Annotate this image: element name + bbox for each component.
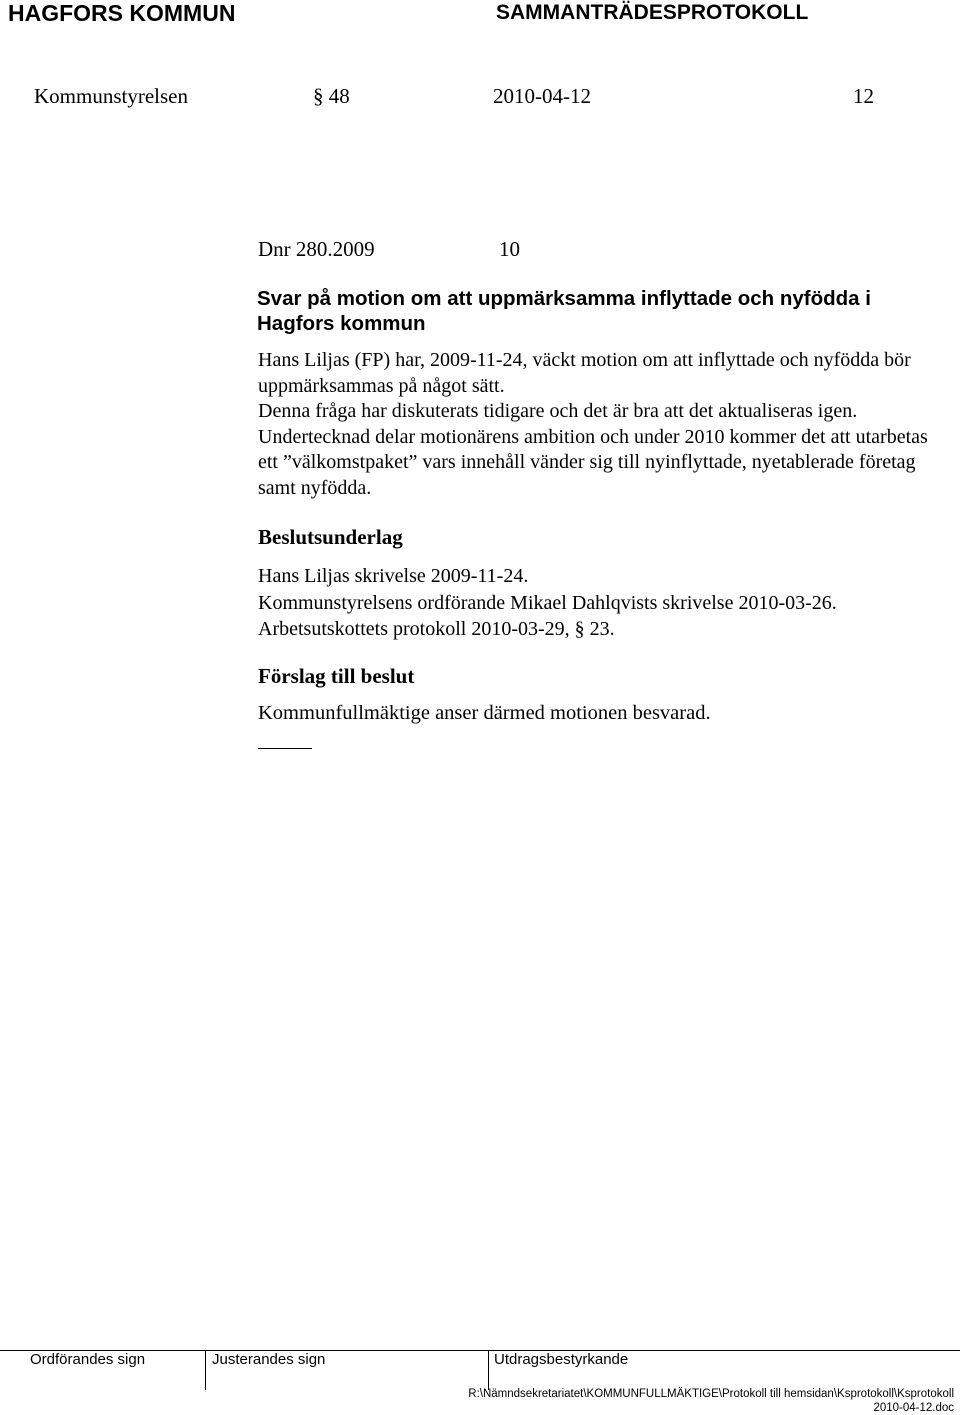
adjuster-sign-label: Justerandes sign: [212, 1351, 326, 1368]
list-item: Hans Liljas skrivelse 2009-11-24.: [258, 565, 529, 587]
beslutsunderlag-heading: Beslutsunderlag: [258, 525, 403, 549]
body-paragraph-2: Denna fråga har diskuterats tidigare och det är bra att det aktualiseras igen.: [258, 400, 858, 422]
chair-sign-label: Ordförandes sign: [30, 1351, 146, 1368]
file-path-line: 2010-04-12.doc: [873, 1402, 954, 1414]
meeting-date: 2010-04-12: [493, 84, 591, 108]
forslag-heading: Förslag till beslut: [258, 664, 415, 688]
body-paragraph-3: Undertecknad delar motionärens ambition och under 2010 kommer det att utarbetas ett ”välkomstpaket” vars innehåll vänder sig till nyinflyttade, nyetablerade företag samt nyfödda.: [258, 425, 928, 499]
item-number: 10: [499, 237, 520, 261]
body-paragraph-1: Hans Liljas (FP) har, 2009-11-24, väckt motion om att inflyttade och nyfödda bör uppmärksammas på något sätt.: [258, 349, 911, 397]
extract-certification-label: Utdragsbestyrkande: [494, 1351, 629, 1368]
decision-text: Kommunfullmäktige anser därmed motionen besvarad.: [258, 702, 711, 724]
footer-column-divider: [205, 1350, 206, 1390]
case-number: Dnr 280.2009: [258, 237, 375, 261]
body-text: [258, 348, 948, 501]
file-path: [468, 1387, 954, 1415]
end-rule: [258, 748, 312, 749]
list-item: Kommunstyrelsens ordförande Mikael Dahlqvists skrivelse 2010-03-26.: [258, 591, 837, 614]
organization-name: HAGFORS KOMMUN: [8, 0, 236, 26]
file-path-line: R:\Nämndsekretariatet\KOMMUNFULLMÄKTIGE\Protokoll till hemsidan\Ksprotokoll\Ksprotokoll: [468, 1388, 954, 1400]
beslutsunderlag-list: [258, 563, 837, 643]
footer-column-divider: [488, 1350, 489, 1390]
meeting-body: Kommunstyrelsen: [34, 84, 188, 108]
page-number: 12: [853, 84, 874, 108]
list-item: Arbetsutskottets protokoll 2010-03-29, § 23.: [258, 618, 615, 640]
document-title: Svar på motion om att uppmärksamma inflyttade och nyfödda i Hagfors kommun: [257, 287, 871, 335]
document-type: SAMMANTRÄDESPROTOKOLL: [496, 1, 809, 24]
paragraph-number: § 48: [313, 84, 350, 108]
